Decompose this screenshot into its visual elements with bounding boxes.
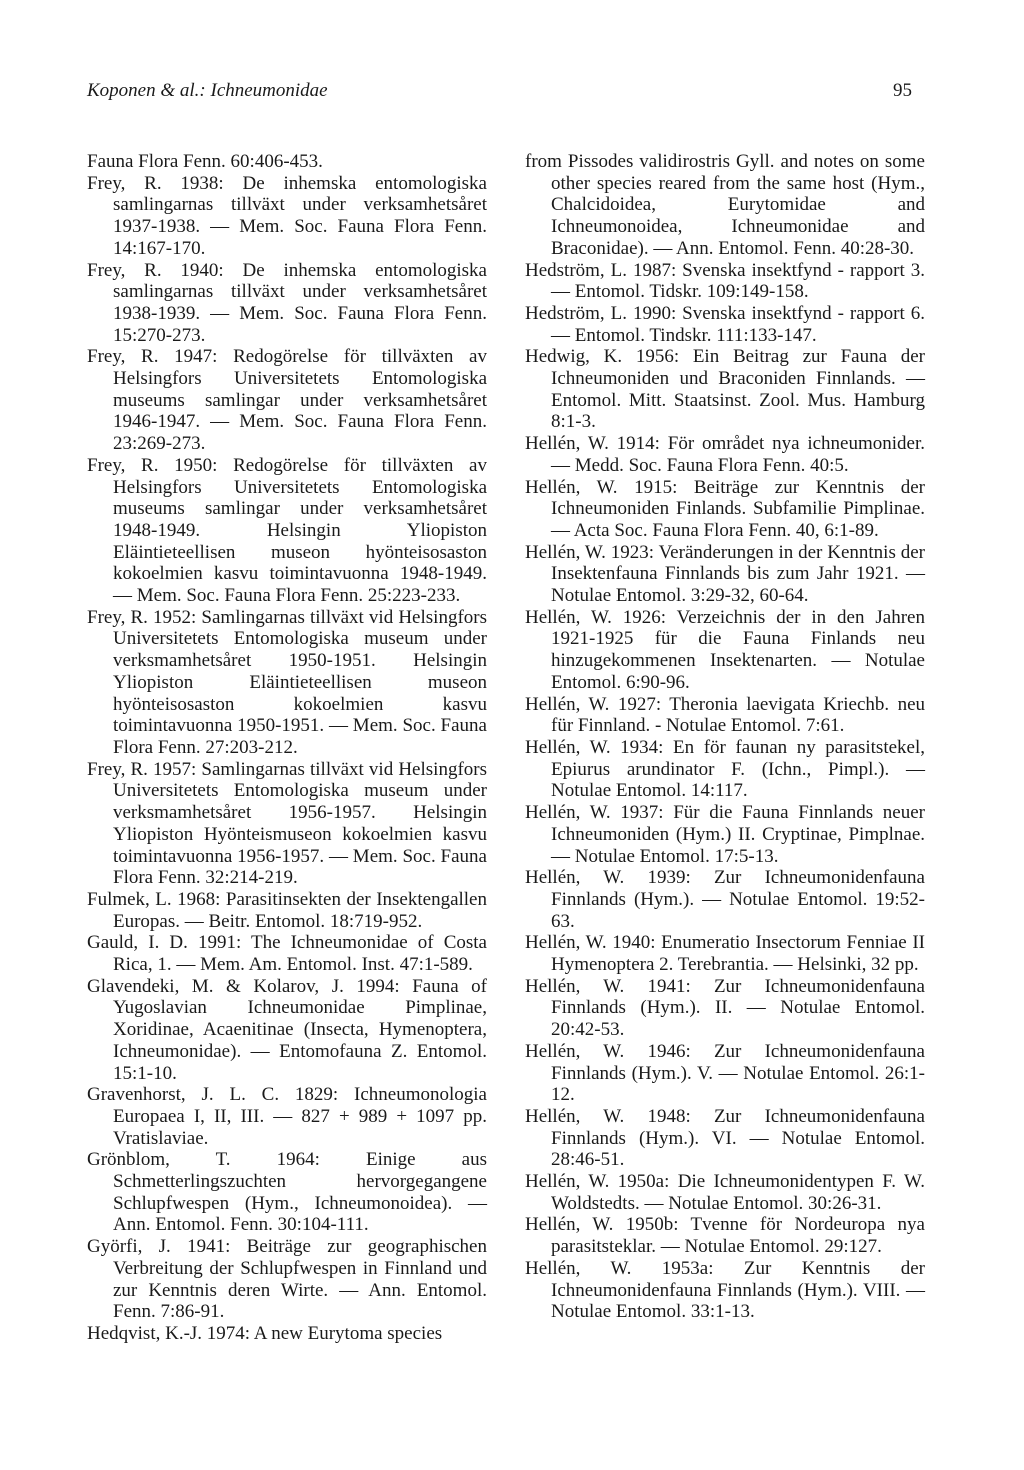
reference-entry: Hellén, W. 1948: Zur Ichneumonidenfauna Finnlands (Hym.). VI. — Notulae Entomol. 28:46-51. [525,1105,925,1171]
reference-entry: Hellén, W. 1940: Enumeratio Insectorum Fenniae II Hymenoptera 2. Terebrantia. — Helsinki, 32 pp. [525,932,925,976]
reference-entry: Hellén, W. 1934: En för faunan ny parasitstekel, Epiurus arundinator F. (Ichn., Pimpl.). — Notulae Entomol. 14:117. [525,736,925,802]
running-title: Koponen & al.: Ichneumonidae [87,80,328,101]
reference-entry: Hellén, W. 1953a: Zur Kenntnis der Ichneumonidenfauna Finnlands (Hym.). VIII. — Notulae Entomol. 33:1-13. [525,1257,925,1323]
reference-entry: Frey, R. 1938: De inhemska entomologiska samlingarnas tillväxt under verksamhetsåret 1937-1938. — Mem. Soc. Fauna Flora Fenn. 14:167-170. [87,172,487,259]
reference-entry: Frey, R. 1952: Samlingarnas tillväxt vid Helsingfors Universitetets Entomologiska museum under verksmamhetsåret 1950-1951. Helsingin Yliopiston Eläintieteellisen museon hyönteisosaston kokoelmien kasvu toimintavuonna 1950-1951. — Mem. Soc. Fauna Flora Fenn. 27:203-212. [87,606,487,758]
references-left-column [87,151,487,1345]
references-right-column [525,151,925,1323]
reference-entry: Frey, R. 1940: De inhemska entomologiska samlingarnas tillväxt under verksamhetsåret 1938-1939. — Mem. Soc. Fauna Flora Fenn. 15:270-273. [87,259,487,346]
reference-entry: Hellén, W. 1914: För området nya ichneumonider. — Medd. Soc. Fauna Flora Fenn. 40:5. [525,433,925,476]
reference-entry: Hellén, W. 1927: Theronia laevigata Kriechb. neu für Finnland. - Notulae Entomol. 7:61. [525,693,925,737]
reference-entry: Frey, R. 1947: Redogörelse för tillväxten av Helsingfors Universitetets Entomologiska museums samlingar under verksamhetsåret 1946-1947. — Mem. Soc. Fauna Flora Fenn. 23:269-273. [87,346,487,455]
reference-entry: Hellén, W. 1926: Verzeichnis der in den Jahren 1921-1925 für die Fauna Finlands neu hinzugekommenen Insektenarten. — Notulae Entomol. 6:90-96. [525,606,925,693]
reference-entry: Frey, R. 1957: Samlingarnas tillväxt vid Helsingfors Universitetets Entomologiska museum under verksmamhetsåret 1956-1957. Helsingin Yliopiston Hyönteismuseon kokoelmien kasvu toimintavuonna 1956-1957. — Mem. Soc. Fauna Flora Fenn. 32:214-219. [87,758,487,889]
reference-entry: Hedström, L. 1990: Svenska insektfynd - rapport 6. — Entomol. Tindskr. 111:133-147. [525,302,925,346]
reference-entry: Hellén, W. 1950b: Tvenne för Nordeuropa nya parasitsteklar. — Notulae Entomol. 29:127. [525,1214,925,1258]
reference-entry: from Pissodes validirostris Gyll. and notes on some other species reared from the same host (Hym., Chalcidoidea, Eurytomidae and Ichneumonoidea, Ichneumonidae and Braconidae). — Ann. Entomol. Fenn. 40:28-30. [525,151,925,259]
reference-entry: Hellén, W. 1923: Veränderungen in der Kenntnis der Insektenfauna Finnlands bis zum Jahr 1921. — Notulae Entomol. 3:29-32, 60-64. [525,541,925,607]
reference-entry: Hellén, W. 1937: Für die Fauna Finnlands neuer Ichneumoniden (Hym.) II. Cryptinae, Pimplnae. — Notulae Entomol. 17:5-13. [525,802,925,867]
reference-entry: Frey, R. 1950: Redogörelse för tillväxten av Helsingfors Universitetets Entomologiska museums samlingar under verksamhetsåret 1948-1949. Helsingin Yliopiston Eläintieteellisen museon hyönteisosaston kokoelmien kasvu toimintavuonna 1948-1949. — Mem. Soc. Fauna Flora Fenn. 25:223-233. [87,454,487,607]
reference-entry: Hedqvist, K.-J. 1974: A new Eurytoma species [87,1322,443,1344]
reference-entry: Hedwig, K. 1956: Ein Beitrag zur Fauna der Ichneumoniden und Braconiden Finnlands. — Entomol. Mitt. Staatsinst. Zool. Mus. Hamburg 8:1-3. [525,346,925,433]
reference-entry: Györfi, J. 1941: Beiträge zur geographischen Verbreitung der Schlupfwespen in Finnland und zur Kenntnis deren Wirte. — Ann. Entomol. Fenn. 7:86-91. [87,1236,487,1323]
reference-entry: Gravenhorst, J. L. C. 1829: Ichneumonologia Europaea I, II, III. — 827 + 989 + 1097 pp. Vratislaviae. [87,1084,487,1149]
reference-entry: Hellén, W. 1915: Beiträge zur Kenntnis der Ichneumoniden Finlands. Subfamilie Pimplinae. — Acta Soc. Fauna Flora Fenn. 40, 6:1-89. [525,476,925,541]
reference-entry: Hellén, W. 1950a: Die Ichneumonidentypen F. W. Woldstedts. — Notulae Entomol. 30:26-31. [525,1171,925,1214]
reference-entry: Hellén, W. 1946: Zur Ichneumonidenfauna Finnlands (Hym.). V. — Notulae Entomol. 26:1-12. [525,1040,925,1106]
reference-entry: Fauna Flora Fenn. 60:406-453. [87,151,323,172]
reference-entry: Hedström, L. 1987: Svenska insektfynd - rapport 3. — Entomol. Tidskr. 109:149-158. [525,259,925,303]
reference-entry: Fulmek, L. 1968: Parasitinsekten der Insektengallen Europas. — Beitr. Entomol. 18:719-952. [87,888,487,932]
reference-entry: Glavendeki, M. & Kolarov, J. 1994: Fauna of Yugoslavian Ichneumonidae Pimplinae, Xoridinae, Acaenitinae (Insecta, Hymenoptera, Ichneumonidae). — Entomofauna Z. Entomol. 15:1-10. [87,975,487,1084]
reference-entry: Grönblom, T. 1964: Einige aus Schmetterlingszuchten hervorgegangene Schlupfwespen (Hym., Ichneumonoidea). — Ann. Entomol. Fenn. 30:104-111. [87,1149,487,1236]
reference-entry: Gauld, I. D. 1991: The Ichneumonidae of Costa Rica, 1. — Mem. Am. Entomol. Inst. 47:1-589. [87,932,487,976]
reference-entry: Hellén, W. 1939: Zur Ichneumonidenfauna Finnlands (Hym.). — Notulae Entomol. 19:52-63. [525,867,925,932]
reference-entry: Hellén, W. 1941: Zur Ichneumonidenfauna Finnlands (Hym.). II. — Notulae Entomol. 20:42-53. [525,975,925,1041]
page-number: 95 [893,80,912,101]
